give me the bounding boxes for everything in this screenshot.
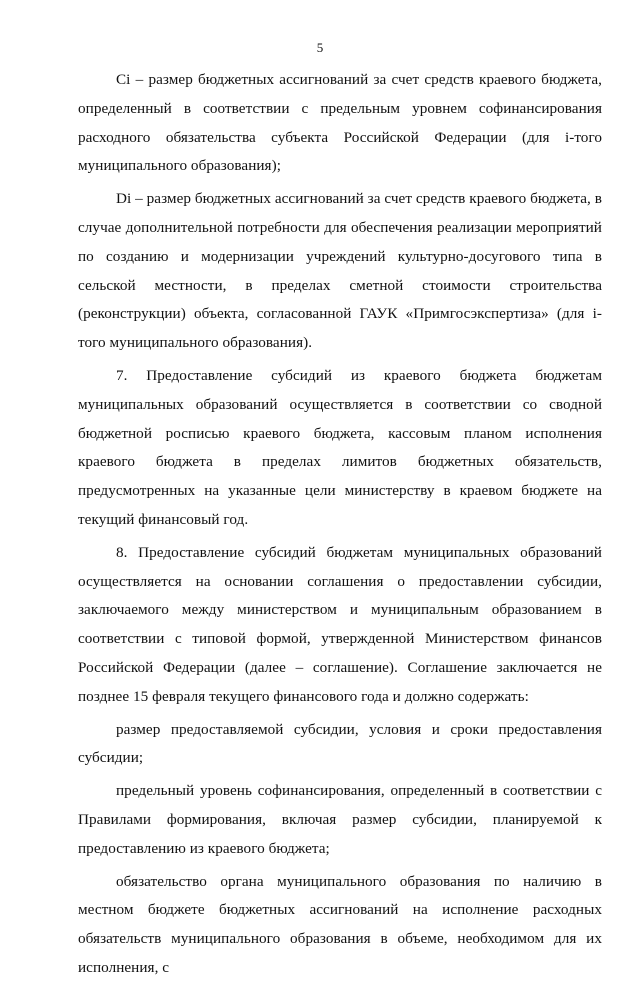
paragraph-municipal-obligation: обязательство органа муниципального образования по наличию в местном бюджете бюджетных ассигнований на исполнение расходных обязательств муниципального образования в объеме, необходимом для их исполнения, с: [78, 872, 602, 976]
paragraph-clause-7: 7. Предоставление субсидий из краевого бюджета бюджетам муниципальных образований осуществляется в соответствии со сводной бюджетной росписью краевого бюджета, кассовым планом исполнения краевого бюджета в пределах лимитов бюджетных обязательств, предусмотренных на указанные цели министерству в краевом бюджете на текущий финансовый год.: [78, 366, 602, 528]
paragraph-subsidy-size: размер предоставляемой субсидии, условия и сроки предоставления субсидии;: [78, 720, 602, 767]
paragraph-cofinancing-level: предельный уровень софинансирования, определенный в соответствии с Правилами формирования, включая размер субсидии, планируемой к предоставлению из краевого бюджета;: [78, 782, 602, 857]
paragraph-ci-definition: Ci – размер бюджетных ассигнований за счет средств краевого бюджета, определенный в соответствии с предельным уровнем софинансирования расходного обязательства субъекта Российской Федерации (для i-того муниципального образования);: [78, 71, 602, 175]
document-body: [78, 66, 602, 987]
paragraph-di-definition: Di – размер бюджетных ассигнований за счет средств краевого бюджета, в случае дополнительной потребности для обеспечения реализации мероприятий по созданию и модернизации учреждений культурно-досугового типа в сельской местности, в пределах сметной стоимости строительства (реконструкции) объекта, согласованной ГАУК «Примгосэкспертиза» (для i-того муниципального образования).: [78, 190, 602, 352]
page-number: 5: [316, 40, 324, 55]
paragraph-clause-8: 8. Предоставление субсидий бюджетам муниципальных образований осуществляется на основании соглашения о предоставлении субсидии, заключаемого между министерством и муниципальным образованием в соответствии с типовой формой, утвержденной Министерством финансов Российской Федерации (далее – соглашение). Соглашение заключается не позднее 15 февраля текущего финансового года и должно содержать:: [78, 543, 602, 705]
